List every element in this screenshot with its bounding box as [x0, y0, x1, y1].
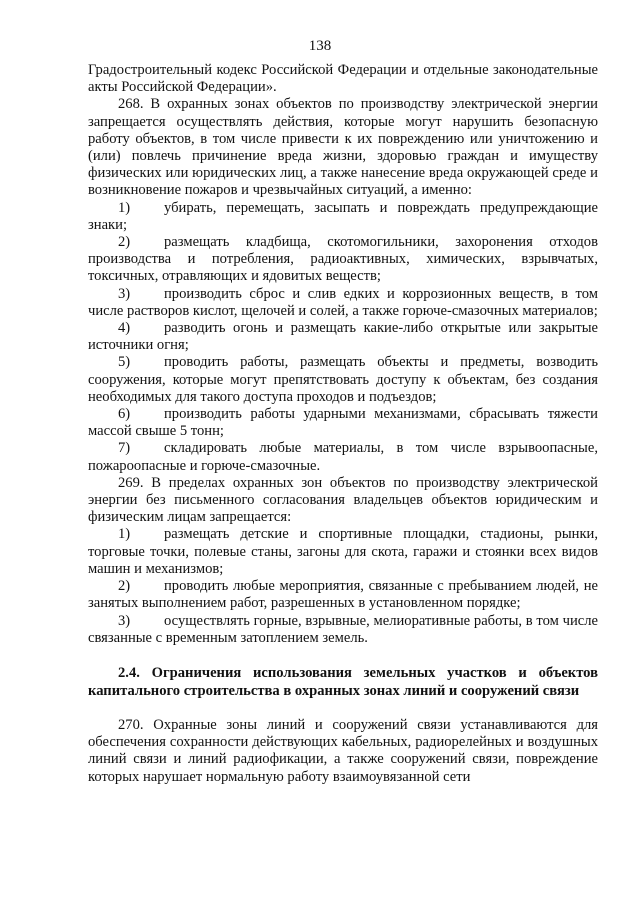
paragraph-270: 270. Охранные зоны линий и сооружений связи устанавливаются для обеспечения сохранности действующих кабельных, радиорелейных и воздушных линий связи и линий радиофикации, а также сооружений связи, повреждение которых нарушает нормальную работу взаимоувязанной сети — [88, 716, 598, 785]
list-item — [88, 200, 598, 234]
list-item — [88, 440, 598, 474]
list-item-number: 7) — [118, 440, 131, 457]
list-item-number: 3) — [118, 612, 131, 629]
intro-paragraph: Градостроительный кодекс Российской Федерации и отдельные законодательные акты Российской Федерации». — [88, 62, 598, 96]
page-number: 138 — [308, 38, 332, 54]
paragraph-269: 269. В пределах охранных зон объектов по производству электрической энергии без письменного согласования владельцев объектов юридическим и физическим лицам запрещается: — [88, 474, 598, 526]
list-item-number: 3) — [118, 285, 131, 302]
list-item-text: размещать детские и спортивные площадки, стадионы, рынки, торговые точки, полевые станы, загоны для скота, гаражи и стоянки всех видов машин и механизмов; — [88, 526, 598, 577]
list-item — [88, 526, 598, 578]
list-item — [88, 234, 598, 286]
list-item — [88, 320, 598, 354]
list-item-text: размещать кладбища, скотомогильники, захоронения отходов производства и потребления, радиоактивных, химических, взрывчатых, токсичных, отравляющих и ядовитых веществ; — [88, 234, 598, 285]
list-item-number: 6) — [118, 406, 131, 423]
list-item-number: 4) — [118, 320, 131, 337]
list-item-text: проводить любые мероприятия, связанные с пребыванием людей, не занятых выполнением работ, разрешенных в установленном порядке; — [88, 578, 598, 612]
list-item-number: 2) — [118, 578, 131, 595]
section-heading: 2.4. Ограничения использования земельных участков и объектов капитального строительства в охранных зонах линий и сооружений связи — [88, 664, 598, 699]
list-item-number: 1) — [118, 526, 131, 543]
paragraph-268: 268. В охранных зонах объектов по производству электрической энергии запрещается осуществлять действия, которые могут нарушить безопасную работу объектов, в том числе привести к их повреждению или уничтожению и (или) повлечь причинение вреда жизни, здоровью граждан и имуществу физических или юридических лиц, а также нанесение вреда окружающей среде и возникновение пожаров и чрезвычайных ситуаций, а именно: — [88, 96, 598, 199]
list-item — [88, 286, 598, 320]
list-item-text: разводить огонь и размещать какие-либо открытые или закрытые источники огня; — [88, 320, 598, 354]
list-item-text: складировать любые материалы, в том числе взрывоопасные, пожароопасные и горюче-смазочные. — [88, 440, 598, 474]
list-item-text: проводить работы, размещать объекты и предметы, возводить сооружения, которые могут препятствовать доступу к объектам, без создания необходимых для такого доступа проходов и подъездов; — [88, 354, 598, 405]
list-item-text: осуществлять горные, взрывные, мелиоративные работы, в том числе связанные с временным затоплением земель. — [88, 612, 598, 646]
list-item-number: 2) — [118, 234, 131, 251]
list-item — [88, 354, 598, 406]
list-item-text: убирать, перемещать, засыпать и повреждать предупреждающие знаки; — [88, 199, 598, 233]
list-item-number: 1) — [118, 199, 131, 216]
list-item — [88, 613, 598, 647]
document-body — [88, 62, 598, 786]
list-item — [88, 406, 598, 440]
list-item-text: производить работы ударными механизмами, сбрасывать тяжести массой свыше 5 тонн; — [88, 406, 598, 440]
list-item — [88, 578, 598, 612]
list-item-number: 5) — [118, 354, 131, 371]
list-item-text: производить сброс и слив едких и коррозионных веществ, в том числе растворов кислот, щелочей и солей, а также горюче-смазочных материалов; — [88, 285, 598, 319]
